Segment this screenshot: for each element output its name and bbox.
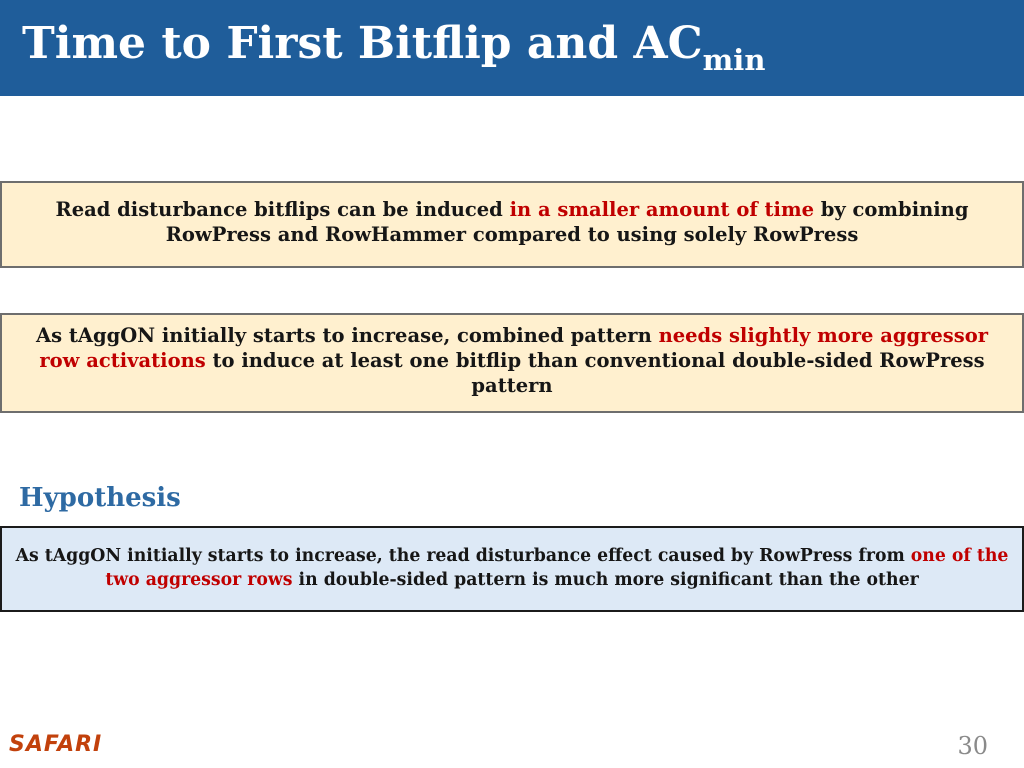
hypothesis-text-after: in double-sided pattern is much more significant than the other — [292, 569, 919, 590]
finding-2-text-after: to induce at least one bitflip than conventional double-sided RowPress pattern — [205, 348, 985, 397]
safari-logo: SAFARI — [9, 732, 103, 757]
hypothesis-box — [0, 526, 1024, 612]
slide-title-text: Time to First Bitflip and AC — [22, 18, 703, 69]
finding-box-2 — [0, 313, 1024, 413]
finding-1-text-before: Read disturbance bitflips can be induced — [55, 198, 510, 221]
finding-1-text-after: by combining RowPress and RowHammer compared to using solely RowPress — [165, 198, 969, 246]
hypothesis-text-before: As tAggON initially starts to increase, the read disturbance effect caused by RowPress from — [15, 546, 911, 566]
hypothesis-heading: Hypothesis — [19, 483, 181, 513]
slide-title — [22, 14, 765, 78]
hypothesis-highlight: one of the two aggressor rows — [105, 546, 1009, 590]
page-number: 30 — [957, 732, 988, 760]
title-bar — [0, 0, 1024, 96]
finding-2-highlight: needs slightly more aggressor row activations — [39, 324, 989, 372]
finding-box-1 — [0, 181, 1024, 268]
slide-title-subscript: min — [702, 43, 766, 77]
finding-1-highlight: in a smaller amount of time — [509, 198, 814, 221]
finding-2-text-before: As tAggON initially starts to increase, combined pattern — [35, 324, 659, 347]
